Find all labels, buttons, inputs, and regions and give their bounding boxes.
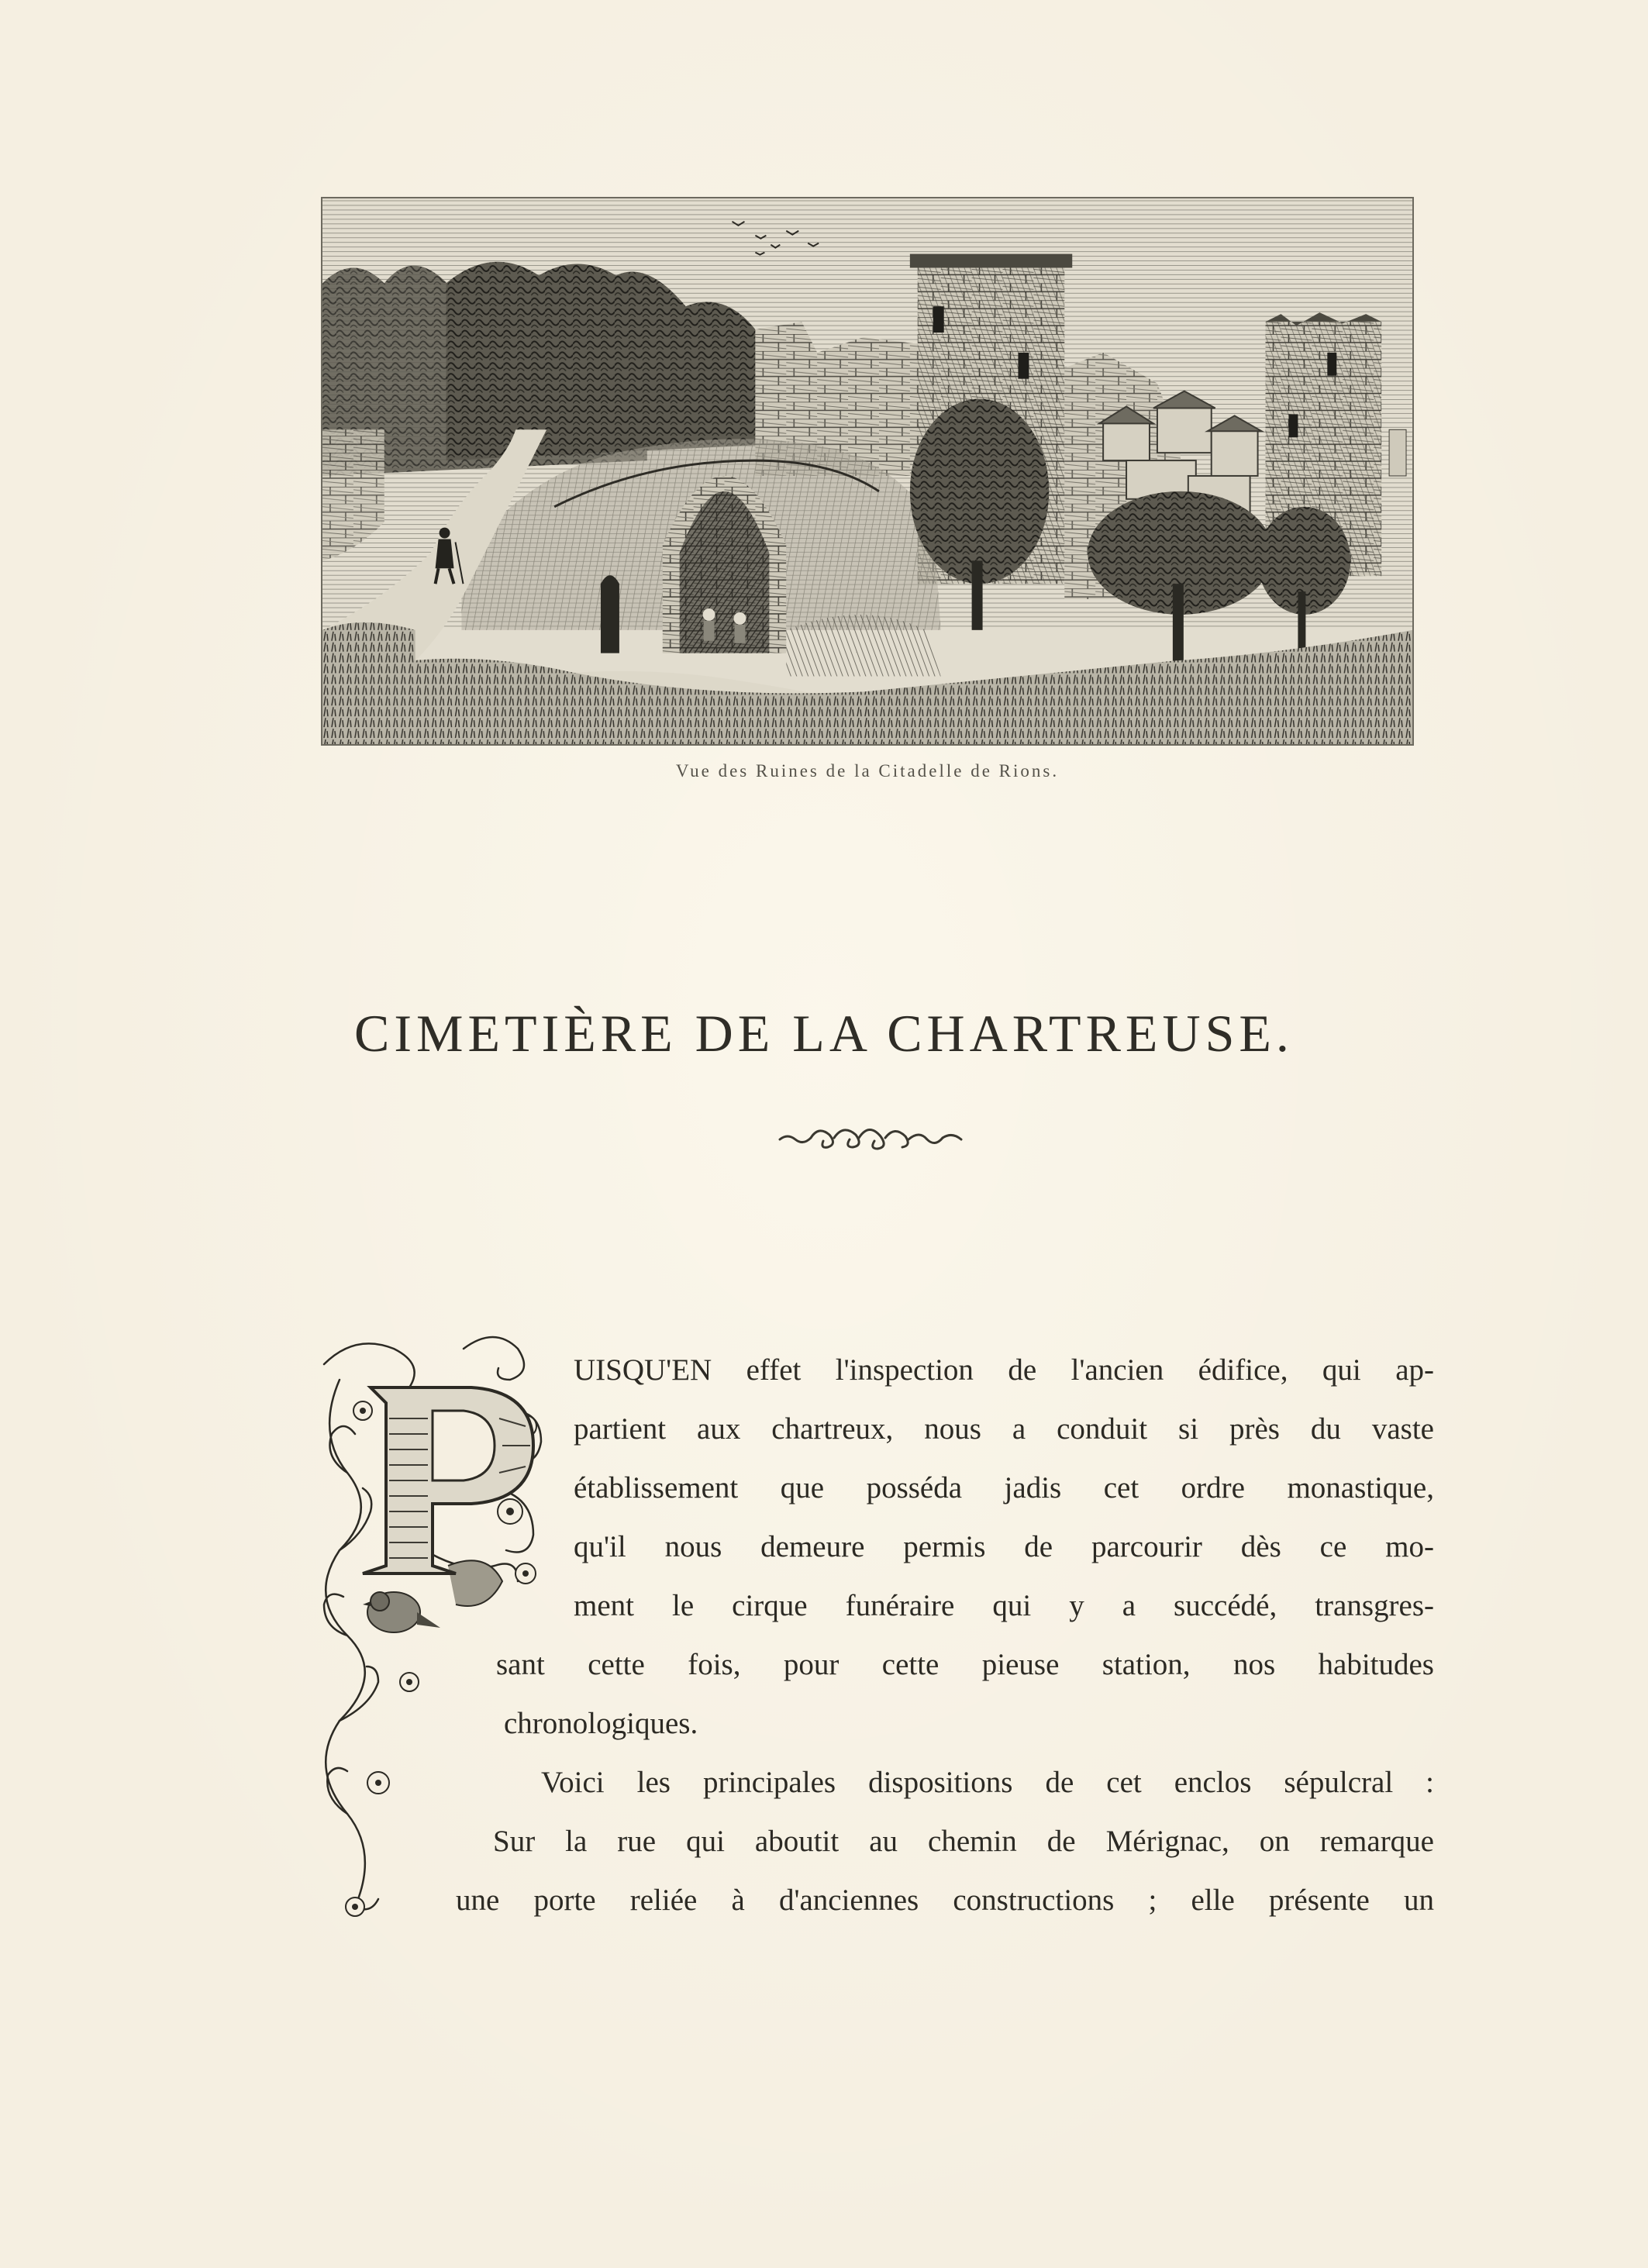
ornament-flourish-icon <box>772 1115 966 1161</box>
text-line: partient aux chartreux, nous a conduit si près du vaste <box>574 1412 1434 1446</box>
illustration-caption: Vue des Ruines de la Citadelle de Rions. <box>675 761 1060 781</box>
text-line: sant cette fois, pour cette pieuse station, nos habitudes <box>496 1648 1434 1681</box>
text-line: chronologiques. <box>504 1707 698 1740</box>
text-line: établissement que posséda jadis cet ordre monastique, <box>574 1471 1434 1505</box>
text-line: UISQU'EN effet l'inspection de l'ancien édifice, qui ap- <box>574 1353 1434 1387</box>
text-line: Voici les principales dispositions de cet enclos sépulcral : <box>541 1766 1434 1799</box>
body-text <box>434 1341 1434 1930</box>
text-line: Sur la rue qui aboutit au chemin de Mérignac, on remarque <box>493 1825 1434 1858</box>
chapter-title: CIMETIÈRE DE LA CHARTREUSE. <box>354 1003 1294 1063</box>
text-line: ment le cirque funéraire qui y a succédé, transgres- <box>574 1589 1434 1622</box>
engraving-illustration <box>321 197 1414 746</box>
text-line: qu'il nous demeure permis de parcourir dès ce mo- <box>574 1530 1434 1563</box>
text-line: une porte reliée à d'anciennes constructions ; elle présente un <box>456 1884 1434 1917</box>
